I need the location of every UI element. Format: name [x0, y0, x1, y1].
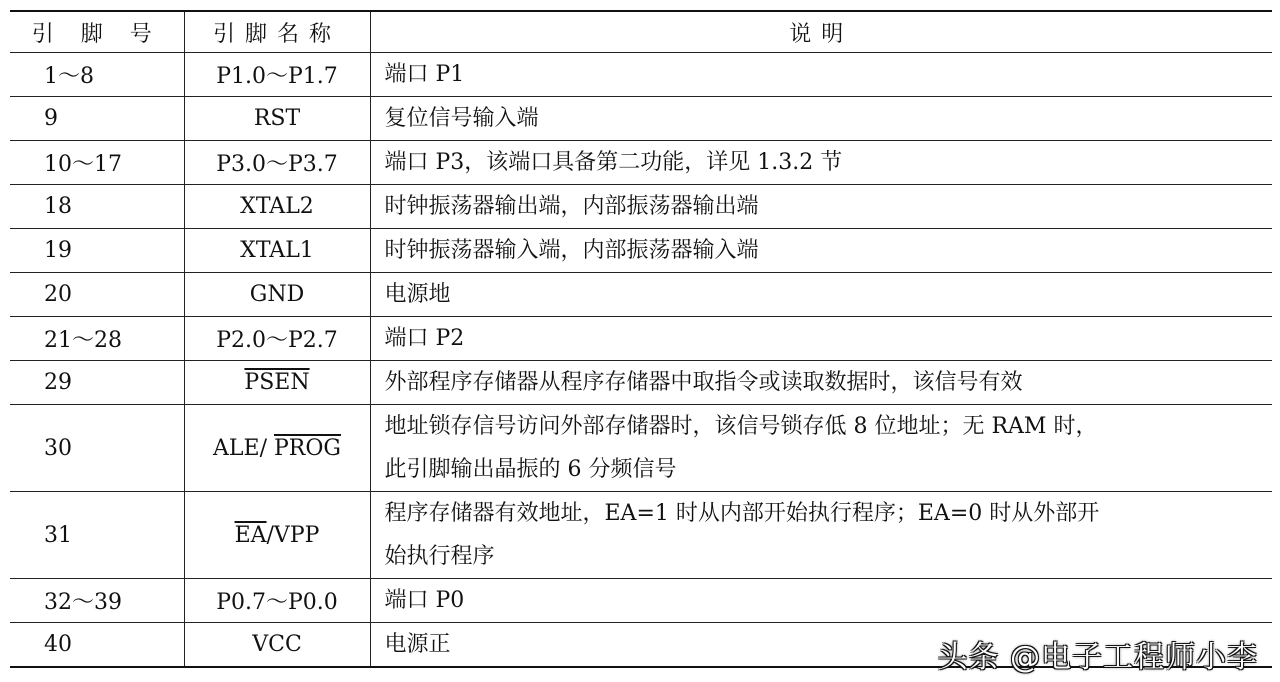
pin-number: 29 — [10, 361, 184, 405]
pin-number: 9 — [10, 97, 184, 141]
table-row — [10, 361, 1272, 405]
table-row — [10, 141, 1272, 185]
header-row — [10, 11, 1272, 53]
pin-description: 时钟振荡器输出端，内部振荡器输出端 — [370, 185, 1272, 229]
pin-number: 21～28 — [10, 317, 184, 361]
desc-line: 地址锁存信号访问外部存储器时，该信号锁存低 8 位地址；无 RAM 时， — [384, 414, 1098, 439]
table-row — [10, 273, 1272, 317]
pin-name-overline: PSEN — [244, 370, 310, 395]
pin-name: P2.0～P2.7 — [184, 317, 370, 361]
pin-name — [184, 361, 370, 405]
pin-number: 19 — [10, 229, 184, 273]
pin-name-overline: PROG — [273, 435, 341, 461]
pin-number: 20 — [10, 273, 184, 317]
table-row — [10, 492, 1272, 579]
pin-description: 端口 P1 — [370, 53, 1272, 97]
pin-number: 10～17 — [10, 141, 184, 185]
pin-number: 32～39 — [10, 579, 184, 623]
pin-name: GND — [184, 273, 370, 317]
pin-name: P0.7～P0.0 — [184, 579, 370, 623]
table-row — [10, 185, 1272, 229]
pin-number: 31 — [10, 492, 184, 579]
table-row — [10, 53, 1272, 97]
desc-line: 此引脚输出晶振的 6 分频信号 — [384, 457, 677, 482]
pin-description: 电源地 — [370, 273, 1272, 317]
pin-description — [370, 405, 1272, 492]
pin-name-prefix: ALE/ — [213, 435, 274, 461]
pin-name — [184, 405, 370, 492]
pin-name-suffix: /VPP — [266, 522, 320, 548]
pin-name: RST — [184, 97, 370, 141]
pin-name: P1.0～P1.7 — [184, 53, 370, 97]
pin-description: 外部程序存储器从程序存储器中取指令或读取数据时，该信号有效 — [370, 361, 1272, 405]
table-row — [10, 317, 1272, 361]
pin-table — [10, 10, 1272, 668]
pin-description: 端口 P0 — [370, 579, 1272, 623]
header-pin: 引 脚 号 — [10, 11, 184, 53]
table-row — [10, 97, 1272, 141]
table-row — [10, 405, 1272, 492]
pin-number: 40 — [10, 623, 184, 668]
pin-number: 1～8 — [10, 53, 184, 97]
pin-description: 电源正 — [370, 623, 1272, 668]
watermark: 头条 @电子工程师小李 — [937, 640, 1258, 675]
pin-description: 时钟振荡器输入端，内部振荡器输入端 — [370, 229, 1272, 273]
pin-name: P3.0～P3.7 — [184, 141, 370, 185]
desc-line: 程序存储器有效地址，EA=1 时从内部开始执行程序；EA=0 时从外部开 — [384, 501, 1100, 526]
pin-description: 端口 P3，该端口具备第二功能，详见 1.3.2 节 — [370, 141, 1272, 185]
pin-name: VCC — [184, 623, 370, 668]
table-row — [10, 579, 1272, 623]
pin-description: 复位信号输入端 — [370, 97, 1272, 141]
table-row — [10, 229, 1272, 273]
pin-number: 18 — [10, 185, 184, 229]
pin-name — [184, 492, 370, 579]
desc-line: 始执行程序 — [384, 544, 495, 569]
header-name: 引脚名称 — [184, 11, 370, 53]
pin-name: XTAL1 — [184, 229, 370, 273]
pin-description: 端口 P2 — [370, 317, 1272, 361]
pin-name: XTAL2 — [184, 185, 370, 229]
header-desc: 说明 — [370, 11, 1272, 53]
pin-number: 30 — [10, 405, 184, 492]
pin-description — [370, 492, 1272, 579]
pin-name-overline: $\overline{EA}$ — [234, 522, 267, 548]
